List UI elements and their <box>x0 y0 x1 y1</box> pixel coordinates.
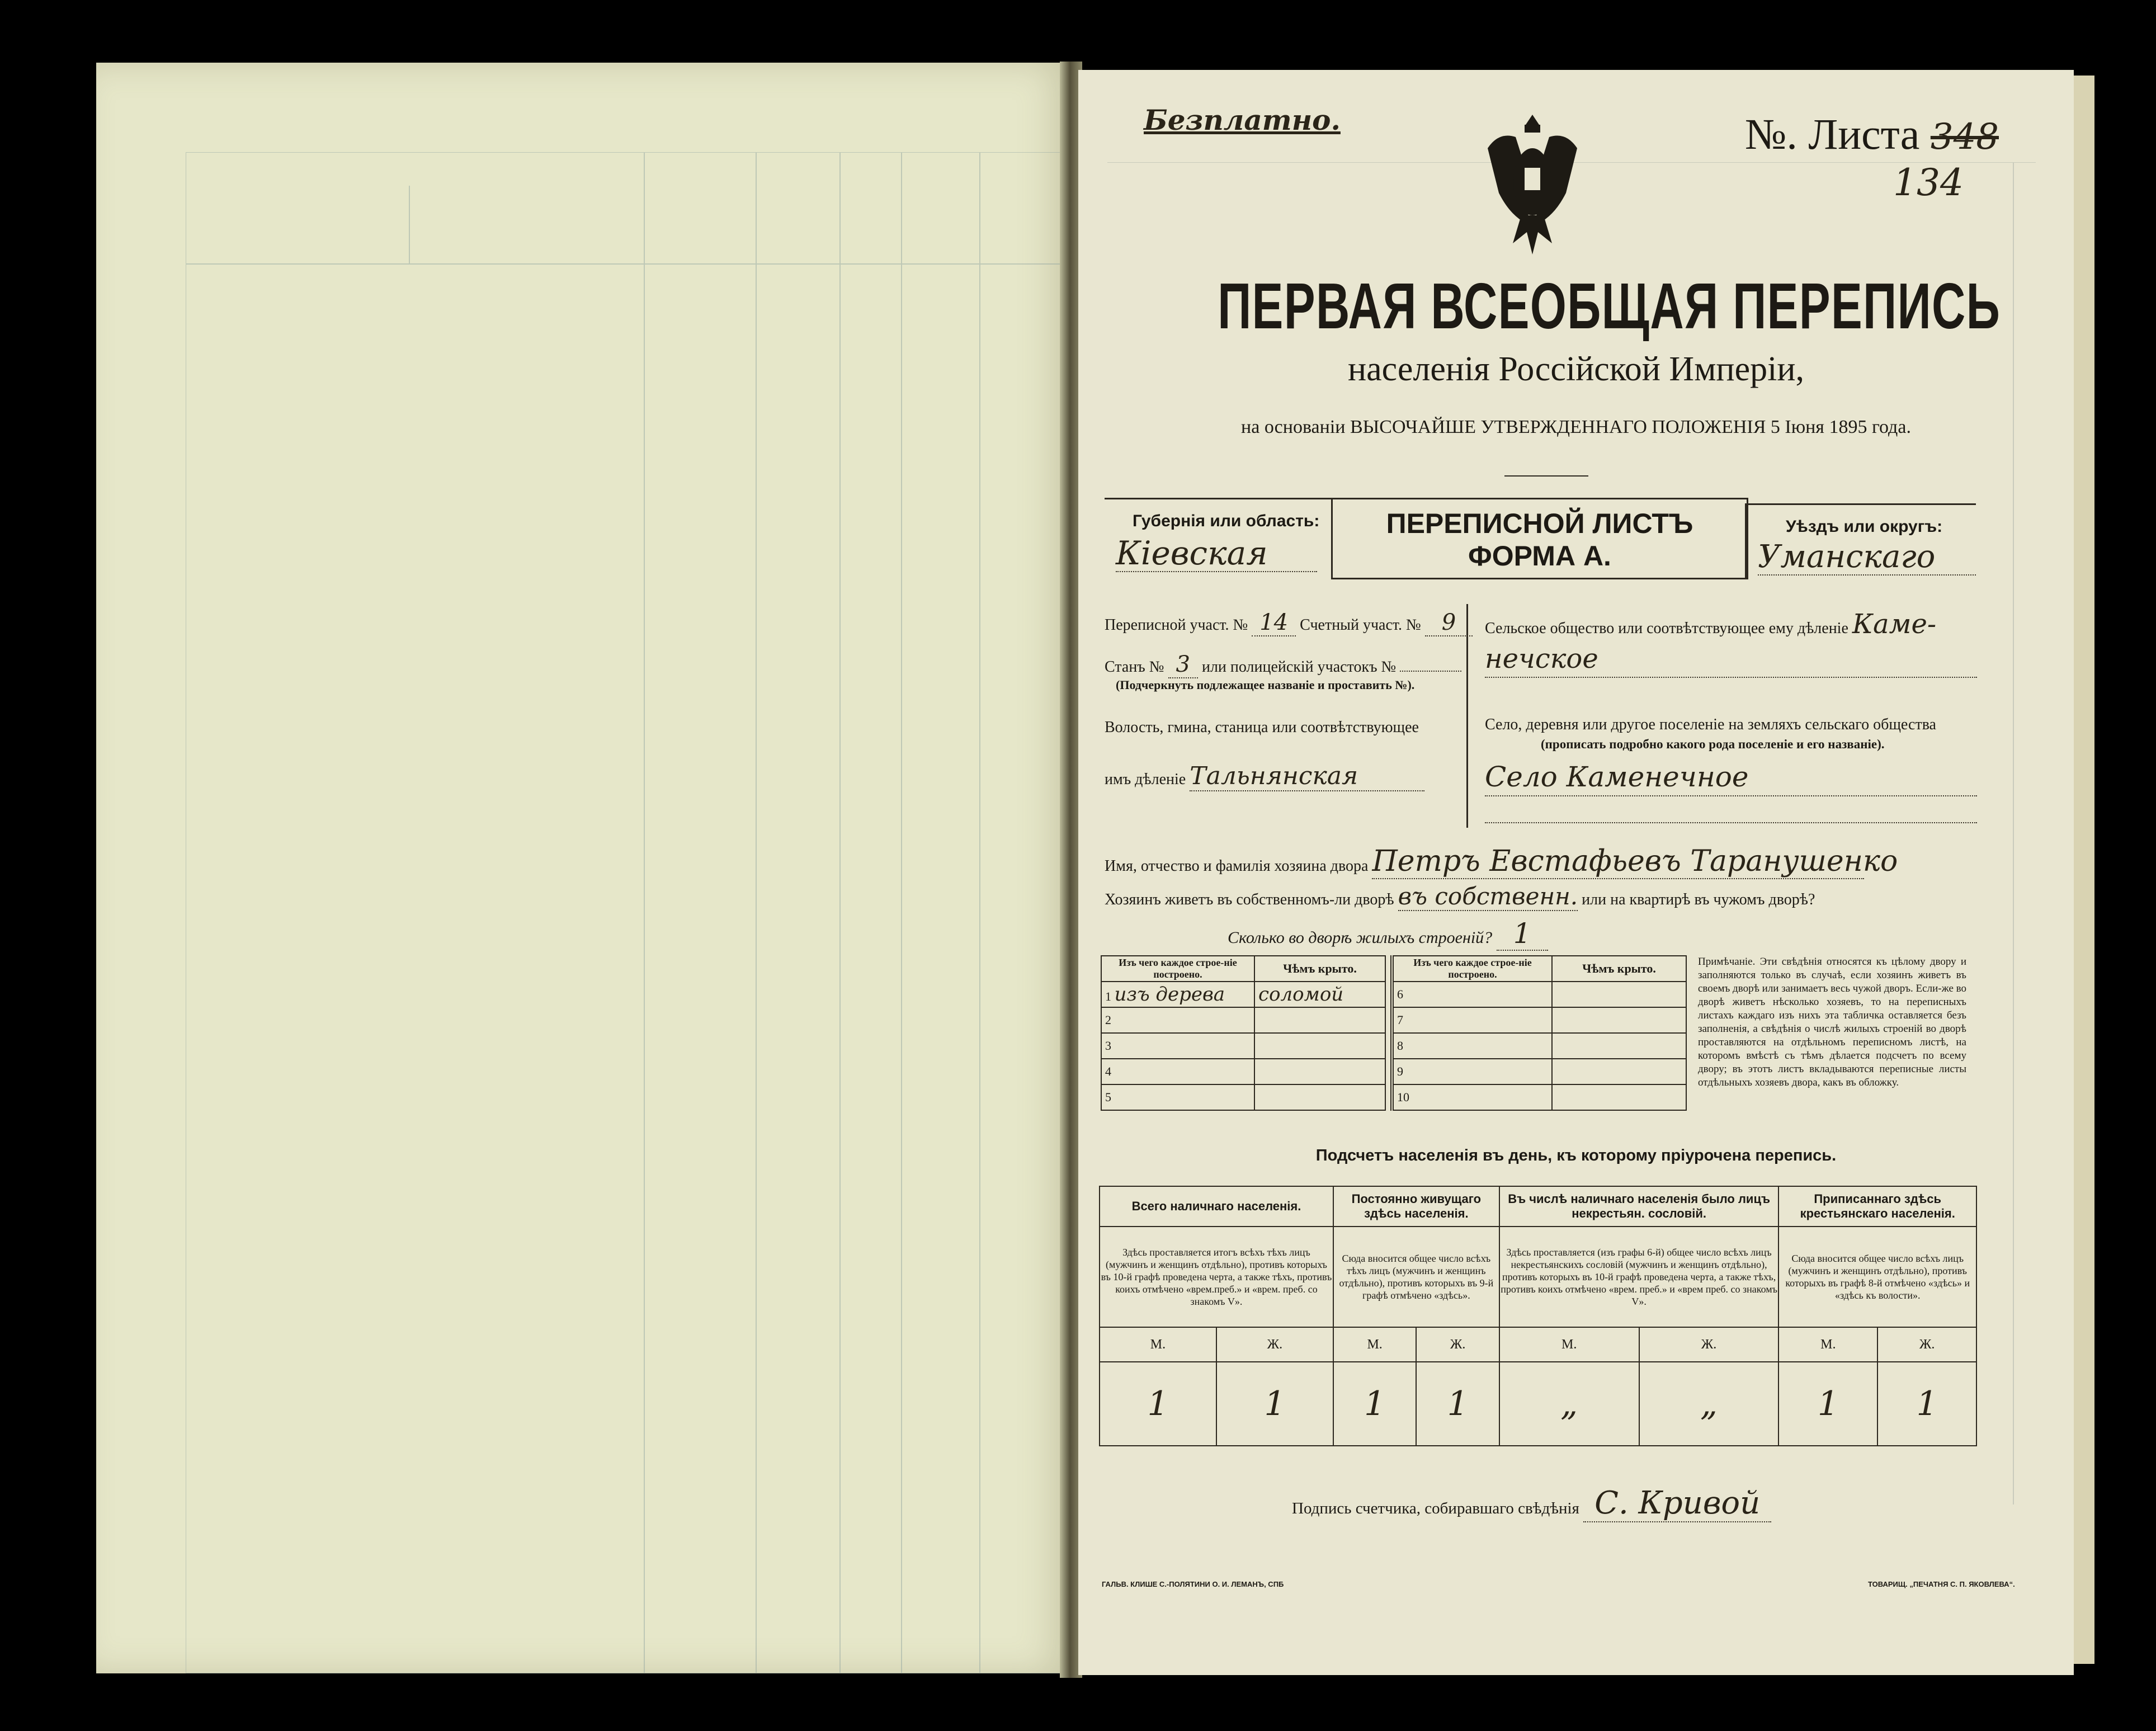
table-row <box>1392 1084 1686 1110</box>
row-number: 3 <box>1101 1033 1254 1059</box>
signature-value: С. Кривой <box>1583 1485 1771 1522</box>
pop-head-total: Всего наличнаго населенія. <box>1100 1186 1333 1227</box>
uezd-label: Уѣздъ или округъ: <box>1786 517 1943 536</box>
form-line-2: ФОРМА А. <box>1468 540 1611 572</box>
row-number: 9 <box>1392 1059 1552 1084</box>
form-box <box>1331 498 1748 579</box>
lives-label-2: или на квартирѣ въ чужомъ дворѣ? <box>1582 891 1815 908</box>
m-label: М. <box>1499 1327 1639 1362</box>
left-page-faded-grid <box>186 152 1064 1673</box>
gubernia-box <box>1105 498 1333 578</box>
pop-noncrest-m: „ <box>1499 1362 1639 1446</box>
f-label: Ж. <box>1639 1327 1779 1362</box>
sheet-number-struck: 348 <box>1930 116 1999 158</box>
population-table <box>1099 1186 1977 1446</box>
pop-total-m: 1 <box>1100 1362 1216 1446</box>
buildings-col-material: Изъ чего каждое строе-ніе построено. <box>1101 956 1254 982</box>
uezd-box <box>1745 503 1976 578</box>
main-title: ПЕРВАЯ ВСЕОБЩАЯ ПЕРЕПИСЬ <box>1218 270 2001 342</box>
buildings-col-roof-2: Чѣмъ крыто. <box>1552 956 1686 982</box>
schetny-value: 9 <box>1425 610 1473 636</box>
owner-label: Имя, отчество и фамилія хозяина двора <box>1105 857 1369 875</box>
uchastok-label: Переписной участ. № <box>1105 616 1248 634</box>
gubernia-value: Кіевская <box>1116 534 1317 572</box>
volost-value: Тальнянская <box>1190 762 1424 791</box>
table-row <box>1392 1059 1686 1084</box>
buildings-col-material-2: Изъ чего каждое строе-ніе построено. <box>1392 956 1552 982</box>
free-label: Безплатно. <box>1144 103 1341 136</box>
pop-peasant-m: 1 <box>1778 1362 1877 1446</box>
note-text: Примѣчаніе. Эти свѣдѣнія относятся къ цѣлому двору и заполняются только въ случаѣ, если хозяинъ живетъ въ своемъ дворѣ или занимаетъ весь чужой дворъ. Если-же во дворѣ живетъ нѣсколько хозяевъ, то на переписныхъ листахъ каждаго изъ нихъ эта табличка оставляется безъ заполненія, а свѣдѣнія о числѣ жилыхъ строеній во дворѣ проставляются на отдѣльномъ переписномъ листѣ, на которомъ вмѣстѣ съ тѣмъ дѣлается подсчетъ по всему двору; въ этотъ листъ вкладываются переписные листы отдѣльныхъ хозяевъ двора, какъ въ обложку. <box>1698 956 1966 1088</box>
pop-desc-resident: Сюда вносится общее число всѣхъ тѣхъ лицъ (мужчинъ и женщинъ отдѣльно), противъ которыхъ въ 9-й графѣ отмѣчено «здѣсь». <box>1333 1227 1499 1327</box>
owner-value: Петръ Евстафьевъ Таранушенко <box>1372 845 1898 878</box>
f-label: Ж. <box>1877 1327 1976 1362</box>
pop-resident-m: 1 <box>1333 1362 1416 1446</box>
population-title: Подсчетъ населенія въ день, къ которому пріурочена перепись. <box>1315 1147 1837 1164</box>
table-row <box>1101 1007 1385 1033</box>
m-label: М. <box>1333 1327 1416 1362</box>
row-number: 1 <box>1105 989 1111 1003</box>
m-label: М. <box>1100 1327 1216 1362</box>
underline-note: (Подчеркнуть подлежащее названіе и проставить №). <box>1116 678 1415 692</box>
m-label: М. <box>1778 1327 1877 1362</box>
buildings-table <box>1101 955 1968 1111</box>
left-page <box>96 63 1069 1673</box>
village-note: (прописать подробно какого рода поселеніе и его названіе). <box>1541 737 1885 751</box>
row-number: 2 <box>1101 1007 1254 1033</box>
imperial-eagle-emblem <box>1476 109 1588 260</box>
row-number: 6 <box>1392 982 1552 1007</box>
village-label: Село, деревня или другое поселеніе на земляхъ сельскаго общества <box>1485 716 1936 733</box>
table-row <box>1392 982 1686 1007</box>
lives-value: въ собственн. <box>1398 883 1578 910</box>
pop-head-resident: Постоянно живущаго здѣсь населенія. <box>1333 1186 1499 1227</box>
row-number: 10 <box>1392 1084 1552 1110</box>
village-value: Село Каменечное <box>1485 761 1977 796</box>
pop-desc-noncrest: Здѣсь проставляется (изъ графы 6-й) общее число всѣхъ лицъ некрестьянскихъ сословій (мужчинъ и женщинъ отдѣльно), противъ которыхъ въ 10-й графѣ проведена черта, а также тѣхъ, противъ коихъ отмѣчено «врем. преб.» и «врем преб. со знакомъ V». <box>1499 1227 1779 1327</box>
roof-value: соломой <box>1254 982 1385 1007</box>
table-row <box>1392 1007 1686 1033</box>
society-value-1: Каме- <box>1852 609 1937 640</box>
pop-peasant-f: 1 <box>1877 1362 1976 1446</box>
sheet-number-handwritten: 134 <box>1893 161 1964 204</box>
owner-row <box>1105 845 1898 879</box>
footer-left: ГАЛЬВ. КЛИШЕ С.-ПОЛЯТИНИ О. И. ЛЕМАНЪ, СПБ <box>1102 1580 1284 1588</box>
table-row <box>1101 1084 1385 1110</box>
buildings-label: Сколько во дворѣ жилыхъ строеній? <box>1228 928 1493 947</box>
row-number: 5 <box>1101 1084 1254 1110</box>
pop-total-f: 1 <box>1216 1362 1333 1446</box>
table-row <box>1392 1033 1686 1059</box>
police-label: или полицейскій участокъ № <box>1201 658 1397 676</box>
sheet-number-label: №. Листа <box>1745 110 1920 158</box>
row-number: 4 <box>1101 1059 1254 1084</box>
buildings-table-right <box>1390 955 1687 1111</box>
row-number: 7 <box>1392 1007 1552 1033</box>
table-row <box>1101 1033 1385 1059</box>
table-row <box>1101 982 1385 1007</box>
gubernia-label: Губернія или область: <box>1133 512 1320 530</box>
schetny-label: Счетный участ. № <box>1300 616 1421 634</box>
pop-head-noncrest: Въ числѣ наличнаго населенія было лицъ некрестьян. сословій. <box>1499 1186 1779 1227</box>
buildings-row <box>1228 917 1548 950</box>
uezd-value: Уманскаго <box>1758 539 1976 576</box>
uchastok-row <box>1105 610 1473 635</box>
buildings-col-roof: Чѣмъ крыто. <box>1254 956 1385 982</box>
material-value: изъ дерева <box>1114 983 1225 1006</box>
basis-line: на основаніи ВЫСОЧАЙШЕ УТВЕРЖДЕННАГО ПОЛОЖЕНІЯ 5 Іюня 1895 года. <box>1241 417 1911 437</box>
signature-label: Подпись счетчика, собиравшаго свѣдѣнія <box>1292 1499 1579 1517</box>
stan-label: Станъ № <box>1105 658 1164 676</box>
lives-row <box>1105 883 1815 910</box>
society-label: Сельское общество или соотвѣтствующее ему дѣленіе <box>1485 620 1848 637</box>
volost-label-2: имъ дѣленіе <box>1105 771 1186 788</box>
buildings-table-left <box>1101 955 1386 1111</box>
society-row <box>1485 609 1936 640</box>
table-row <box>1101 1059 1385 1084</box>
village-extra-line <box>1485 821 1977 823</box>
sheet-number <box>1745 109 1999 159</box>
title-block <box>1078 268 2074 343</box>
subtitle: населенія Россійской Имперіи, <box>1347 350 1805 388</box>
volost-label: Волость, гмина, станица или соотвѣтствующее <box>1105 719 1419 736</box>
f-label: Ж. <box>1416 1327 1499 1362</box>
fields-divider <box>1466 604 1468 828</box>
ornament-divider <box>1504 475 1588 477</box>
buildings-value: 1 <box>1497 917 1548 951</box>
pop-desc-peasant: Сюда вносится общее число всѣхъ лицъ (мужчинъ и женщинъ отдѣльно), противъ которыхъ въ графѣ 8-й отмѣчено «здѣсь» и «здѣсь къ волости». <box>1778 1227 1976 1327</box>
lives-label-1: Хозяинъ живетъ въ собственномъ-ли дворѣ <box>1105 891 1394 908</box>
uchastok-value: 14 <box>1252 610 1296 636</box>
pop-noncrest-f: „ <box>1639 1362 1779 1446</box>
pop-resident-f: 1 <box>1416 1362 1499 1446</box>
society-value-2: нечское <box>1485 643 1977 678</box>
police-value-line <box>1400 671 1461 672</box>
pop-head-peasant: Приписаннаго здѣсь крестьянскаго населенія. <box>1778 1186 1976 1227</box>
stan-value: 3 <box>1168 652 1198 678</box>
pop-desc-total: Здѣсь проставляется итогъ всѣхъ тѣхъ лицъ (мужчинъ и женщинъ отдѣльно), противъ которыхъ въ 10-й графѣ проведена черта, а также тѣхъ, противъ коихъ отмѣчено «врем.преб.» и «врем. преб. со знакомъ V». <box>1100 1227 1333 1327</box>
stan-row <box>1105 652 1461 677</box>
form-line-1: ПЕРЕПИСНОЙ ЛИСТЪ <box>1386 508 1693 539</box>
row-number: 8 <box>1392 1033 1552 1059</box>
volost-row <box>1105 762 1424 791</box>
f-label: Ж. <box>1216 1327 1333 1362</box>
footer-right: ТОВАРИЩ. „ПЕЧАТНЯ С. П. ЯКОВЛЕВА“. <box>1868 1580 2015 1588</box>
signature-row <box>1292 1485 1771 1521</box>
